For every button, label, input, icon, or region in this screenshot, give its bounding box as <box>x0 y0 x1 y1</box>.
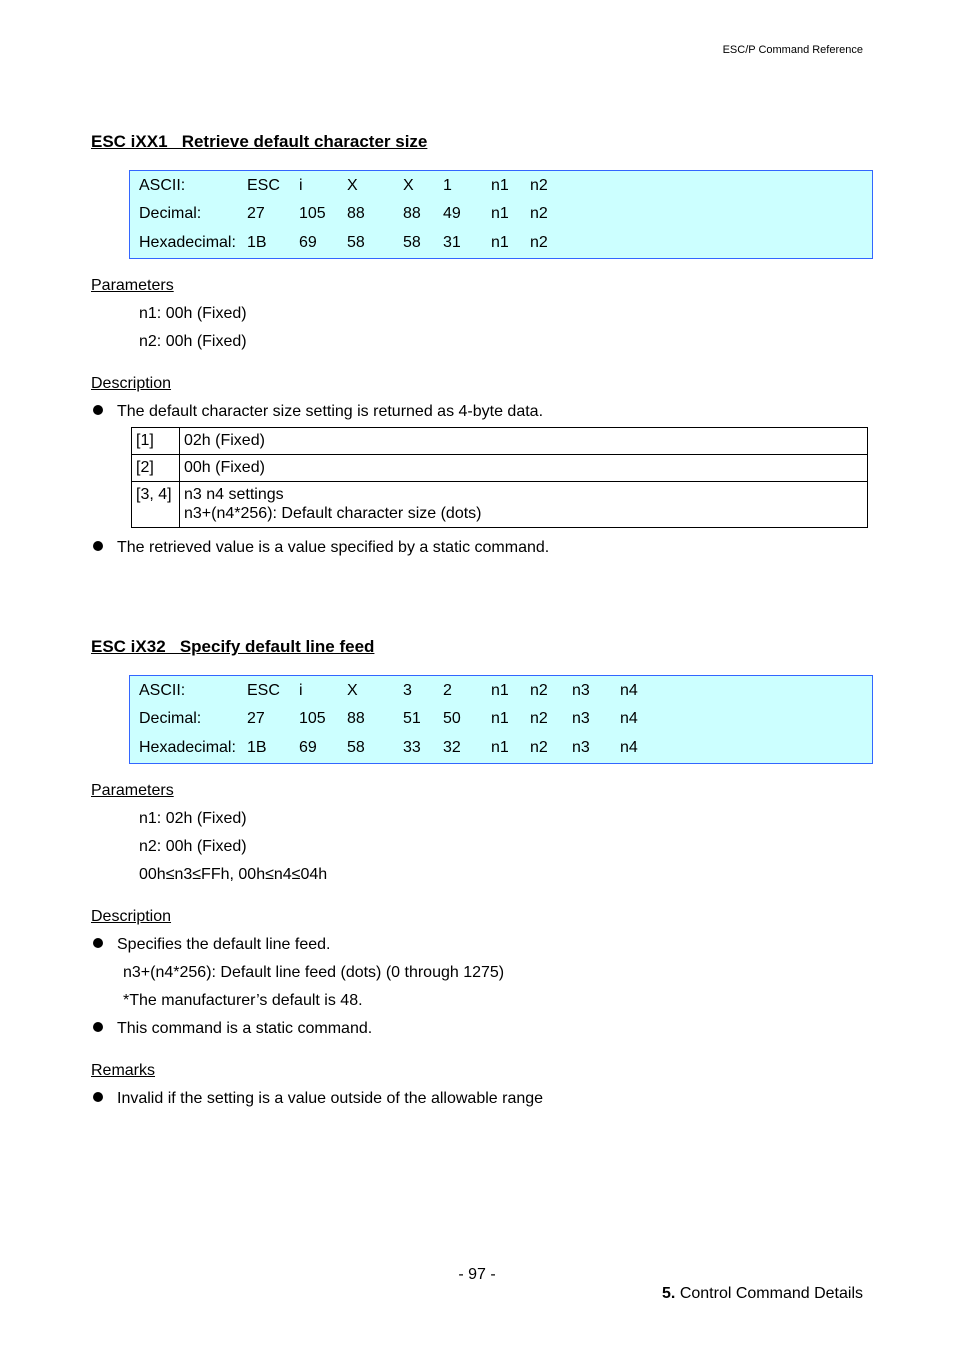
table-key-cell: [1] <box>132 428 180 455</box>
parameter-line: 00h≤n3≤FFh, 00h≤n4≤04h <box>139 866 328 883</box>
command-cell: 3 <box>403 682 412 699</box>
parameter-line: n2: 00h (Fixed) <box>139 838 247 855</box>
command-cell: n3 <box>572 682 590 699</box>
table-row <box>132 455 868 482</box>
bullet-subline: n3+(n4*256): Default line feed (dots) (0 through 1275) <box>123 964 505 981</box>
command-box-ixx1 <box>129 170 873 259</box>
command-cell: ASCII: <box>139 177 186 194</box>
bullet-icon <box>93 405 103 415</box>
bullet-text: Invalid if the setting is a value outside of the allowable range <box>117 1090 544 1107</box>
command-cell: n2 <box>530 205 548 222</box>
table-value-line: n3+(n4*256): Default character size (dots) <box>184 505 482 522</box>
command-cell: ESC <box>247 177 280 194</box>
bullet-icon <box>93 541 103 551</box>
command-cell: 32 <box>443 739 461 756</box>
table-row <box>132 428 868 455</box>
command-cell: n4 <box>620 710 638 727</box>
command-cell: 31 <box>443 234 461 251</box>
bullet-item <box>91 1020 372 1038</box>
command-cell: n2 <box>530 177 548 194</box>
bullet-item <box>91 539 549 557</box>
command-cell: 88 <box>347 710 365 727</box>
command-cell: 49 <box>443 205 461 222</box>
response-data-table <box>131 427 868 528</box>
command-cell: 69 <box>299 234 317 251</box>
section-title-ixx1: ESC iXX1 Retrieve default character size <box>91 132 428 151</box>
command-cell: i <box>299 682 303 699</box>
command-cell: 58 <box>347 234 365 251</box>
bullet-icon <box>93 938 103 948</box>
remarks-heading: Remarks <box>91 1062 156 1079</box>
command-cell: X <box>403 177 414 194</box>
command-cell: n1 <box>491 739 509 756</box>
command-cell: ESC <box>247 682 280 699</box>
command-cell: n2 <box>530 710 548 727</box>
bullet-icon <box>93 1022 103 1032</box>
page-number: - 97 - <box>458 1266 496 1283</box>
command-row-ascii <box>130 177 872 197</box>
description-heading: Description <box>91 375 172 392</box>
command-cell: 88 <box>403 205 421 222</box>
table-row <box>132 482 868 528</box>
command-cell: 58 <box>347 739 365 756</box>
command-cell: X <box>347 177 358 194</box>
command-cell: Decimal: <box>139 710 202 727</box>
command-cell: n1 <box>491 710 509 727</box>
command-cell: 50 <box>443 710 461 727</box>
command-cell: n1 <box>491 234 509 251</box>
table-value-cell: 00h (Fixed) <box>180 455 868 482</box>
command-row-ascii <box>130 682 872 702</box>
command-row-decimal <box>130 710 872 730</box>
command-cell: X <box>347 682 358 699</box>
bullet-text: The default character size setting is returned as 4-byte data. <box>117 403 544 420</box>
bullet-text: This command is a static command. <box>117 1020 373 1037</box>
command-cell: n3 <box>572 710 590 727</box>
command-cell: Hexadecimal: <box>139 234 236 251</box>
command-row-decimal <box>130 205 872 225</box>
command-cell: 1B <box>247 739 267 756</box>
command-cell: 69 <box>299 739 317 756</box>
command-cell: n2 <box>530 739 548 756</box>
command-cell: n1 <box>491 682 509 699</box>
command-cell: 88 <box>347 205 365 222</box>
parameters-heading: Parameters <box>91 782 174 799</box>
command-cell: n2 <box>530 682 548 699</box>
table-key-cell: [2] <box>132 455 180 482</box>
bullet-item <box>91 936 330 954</box>
command-cell: 27 <box>247 710 265 727</box>
command-cell: n2 <box>530 234 548 251</box>
command-cell: 2 <box>443 682 452 699</box>
command-cell: 58 <box>403 234 421 251</box>
command-row-hex <box>130 739 872 759</box>
table-value-line: n3 n4 settings <box>184 486 284 503</box>
command-cell: 27 <box>247 205 265 222</box>
command-cell: n1 <box>491 205 509 222</box>
parameter-line: n2: 00h (Fixed) <box>139 333 247 350</box>
command-box-ix32 <box>129 675 873 764</box>
table-value-cell <box>180 482 868 528</box>
command-cell: 1B <box>247 234 267 251</box>
running-header: ESC/P Command Reference <box>722 44 863 56</box>
bullet-subline: *The manufacturer’s default is 48. <box>123 992 363 1009</box>
running-footer <box>662 1285 863 1303</box>
command-row-hex <box>130 234 872 254</box>
command-cell: Hexadecimal: <box>139 739 236 756</box>
command-cell: 105 <box>299 205 326 222</box>
parameters-heading: Parameters <box>91 277 174 294</box>
command-cell: Decimal: <box>139 205 202 222</box>
command-cell: 1 <box>443 177 452 194</box>
bullet-text: Specifies the default line feed. <box>117 936 331 953</box>
command-cell: n3 <box>572 739 590 756</box>
parameter-line: n1: 00h (Fixed) <box>139 305 247 322</box>
command-cell: i <box>299 177 303 194</box>
bullet-icon <box>93 1092 103 1102</box>
command-cell: 51 <box>403 710 421 727</box>
bullet-item <box>91 403 543 421</box>
description-heading: Description <box>91 908 172 925</box>
command-cell: n4 <box>620 739 638 756</box>
command-cell: ASCII: <box>139 682 186 699</box>
section-title-ix32: ESC iX32 Specify default line feed <box>91 637 375 656</box>
footer-chapter-title: Control Command Details <box>675 1285 863 1302</box>
command-cell: 33 <box>403 739 421 756</box>
bullet-item <box>91 1090 543 1108</box>
command-cell: n4 <box>620 682 638 699</box>
table-key-cell: [3, 4] <box>132 482 180 528</box>
bullet-text: The retrieved value is a value specified by a static command. <box>117 539 550 556</box>
parameter-line: n1: 02h (Fixed) <box>139 810 247 827</box>
table-value-cell: 02h (Fixed) <box>180 428 868 455</box>
command-cell: n1 <box>491 177 509 194</box>
command-cell: 105 <box>299 710 326 727</box>
footer-chapter-number: 5. <box>662 1285 676 1302</box>
